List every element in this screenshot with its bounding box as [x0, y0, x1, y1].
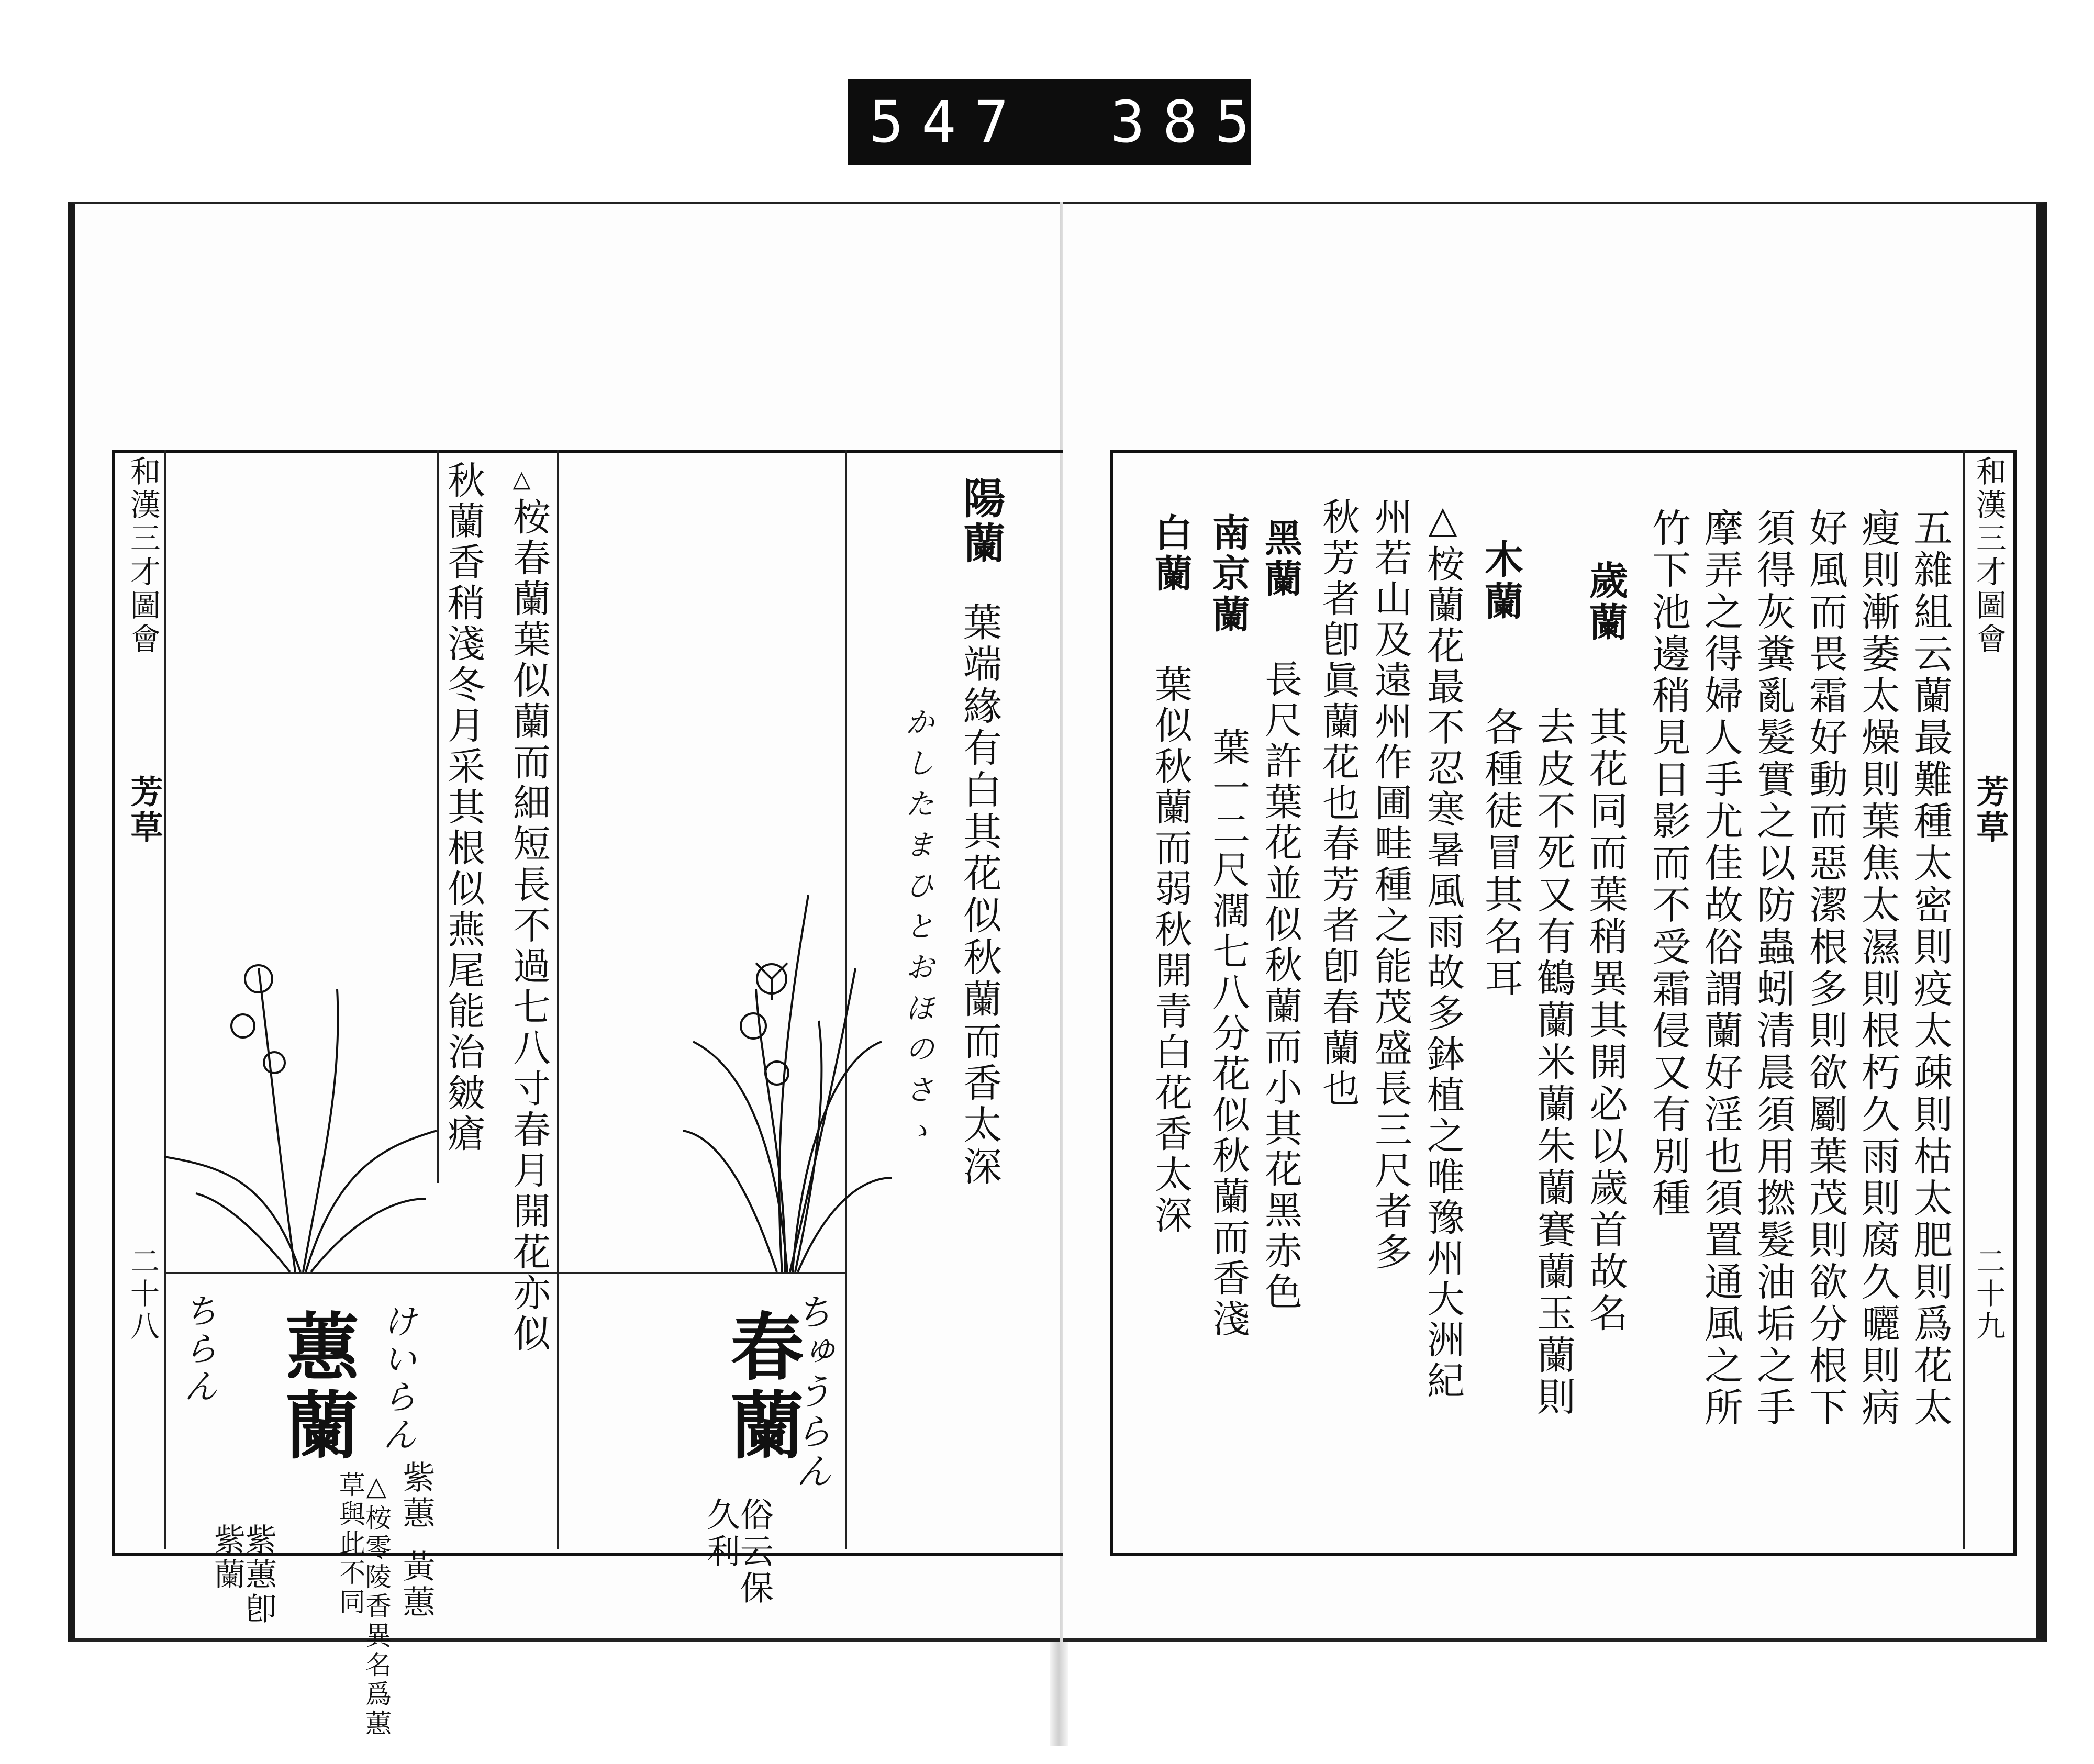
right-margin-title: 和漢三才圖會 [1971, 455, 2007, 656]
note-text-1: △桉蘭花最不忍寒暑風雨故多鉢植之唯豫州大洲紀 [1421, 497, 1465, 1402]
call-number-left: 547 [869, 88, 1027, 155]
plant2-kana: けいらん [376, 1303, 417, 1454]
call-number-right: 385. [1110, 88, 1320, 155]
plant2-kana-2: ちらん [177, 1293, 218, 1406]
sub2-title: 木蘭 [1478, 539, 1523, 623]
call-number-strip [848, 79, 1320, 165]
sub3-title: 黑蘭 [1258, 518, 1303, 600]
right-margin-divider [1963, 450, 1965, 1549]
sub4-text: 葉一二尺濶七八分花似秋蘭而香淺 [1206, 728, 1250, 1340]
col2-text-2: 秋蘭香稍淺冬月采其根似燕尾能治皴瘡 [441, 461, 485, 1155]
main-text-6: 竹下池邊稍見日影而不受霜侵又有別種 [1646, 508, 1691, 1220]
main-text-4: 須得灰糞亂髮實之以防蟲蚓清晨須用撚髮油垢之手 [1751, 508, 1796, 1429]
left-section-label: 芳草 [125, 775, 163, 846]
plant1-kana: ちゅうらん [789, 1293, 832, 1492]
sub1-title: 歲蘭 [1583, 560, 1628, 644]
right-page-number: 二十九 [1972, 1246, 2006, 1343]
sub1-text: 其花同而葉稍異其開必以歲首故名 [1583, 707, 1628, 1335]
main-text-3: 好風而畏霜好動而惡潔根多則欲劚葉茂則欲分根下 [1803, 508, 1848, 1429]
right-page [1063, 202, 2047, 1642]
plant1-common-name: 俗云保久利 [701, 1497, 773, 1607]
left-hdivider-1 [164, 1272, 557, 1274]
sub4-title: 南京蘭 [1206, 513, 1251, 635]
sub5-text: 葉似秋蘭而弱秋開青白花香太深 [1149, 665, 1193, 1236]
sub5-title: 白蘭 [1149, 513, 1193, 595]
sub1-text-3: 各種徒冒其名耳 [1478, 707, 1523, 1000]
main-text-1: 五雜組云蘭最難種太密則疫太疎則枯太肥則爲花太 [1908, 508, 1953, 1429]
left-page-number: 二十八 [126, 1246, 160, 1343]
spring-orchid-illustration [683, 885, 892, 1272]
col1-handwritten-note: かしたまひとおほのさゝ [900, 707, 934, 1156]
plant2-note-2: 紫蕙卽紫蘭 [209, 1523, 277, 1627]
left-page [68, 202, 1060, 1739]
plant2-note: △桉零陵香異名爲蕙草與此不同 [335, 1471, 392, 1739]
left-hdivider-2 [557, 1272, 845, 1274]
col2-marker: △ [508, 466, 535, 496]
plant2-sub-1: 紫蕙 [397, 1460, 436, 1532]
sub3-text: 長尺許葉花並似秋蘭而小其花黑赤色 [1258, 660, 1302, 1313]
plant2-label: 蕙蘭 [273, 1309, 359, 1466]
note-text-2: 州若山及遠州作圃畦種之能茂盛長三尺者多 [1368, 497, 1412, 1273]
sub1-text-2: 去皮不死又有鶴蘭米蘭朱蘭賽蘭玉蘭則 [1531, 707, 1576, 1419]
main-text-5: 摩弄之得婦人手尤佳故俗謂蘭好淫也須置通風之所 [1698, 508, 1743, 1429]
col1-title: 陽蘭 [956, 476, 1006, 566]
left-col-divider-2 [437, 450, 439, 1183]
left-col-divider-3 [557, 450, 559, 1549]
right-section-label: 芳草 [1971, 775, 2009, 846]
col2-text-1: 桉春蘭葉似蘭而細短長不過七八寸春月開花亦似 [507, 497, 551, 1355]
col1-text: 葉端緣有白其花似秋蘭而香太深 [957, 602, 1002, 1188]
main-text-2: 瘦則漸萎太燥則葉焦太濕則根朽久雨則腐久曬則病 [1855, 508, 1900, 1429]
hui-orchid-illustration [164, 947, 437, 1272]
plant2-sub-2: 黃蕙 [397, 1549, 436, 1621]
plant1-label: 春蘭 [718, 1309, 804, 1466]
left-margin-title: 和漢三才圖會 [125, 455, 161, 656]
note-text-3: 秋芳者卽眞蘭花也春芳者卽春蘭也 [1316, 497, 1360, 1110]
